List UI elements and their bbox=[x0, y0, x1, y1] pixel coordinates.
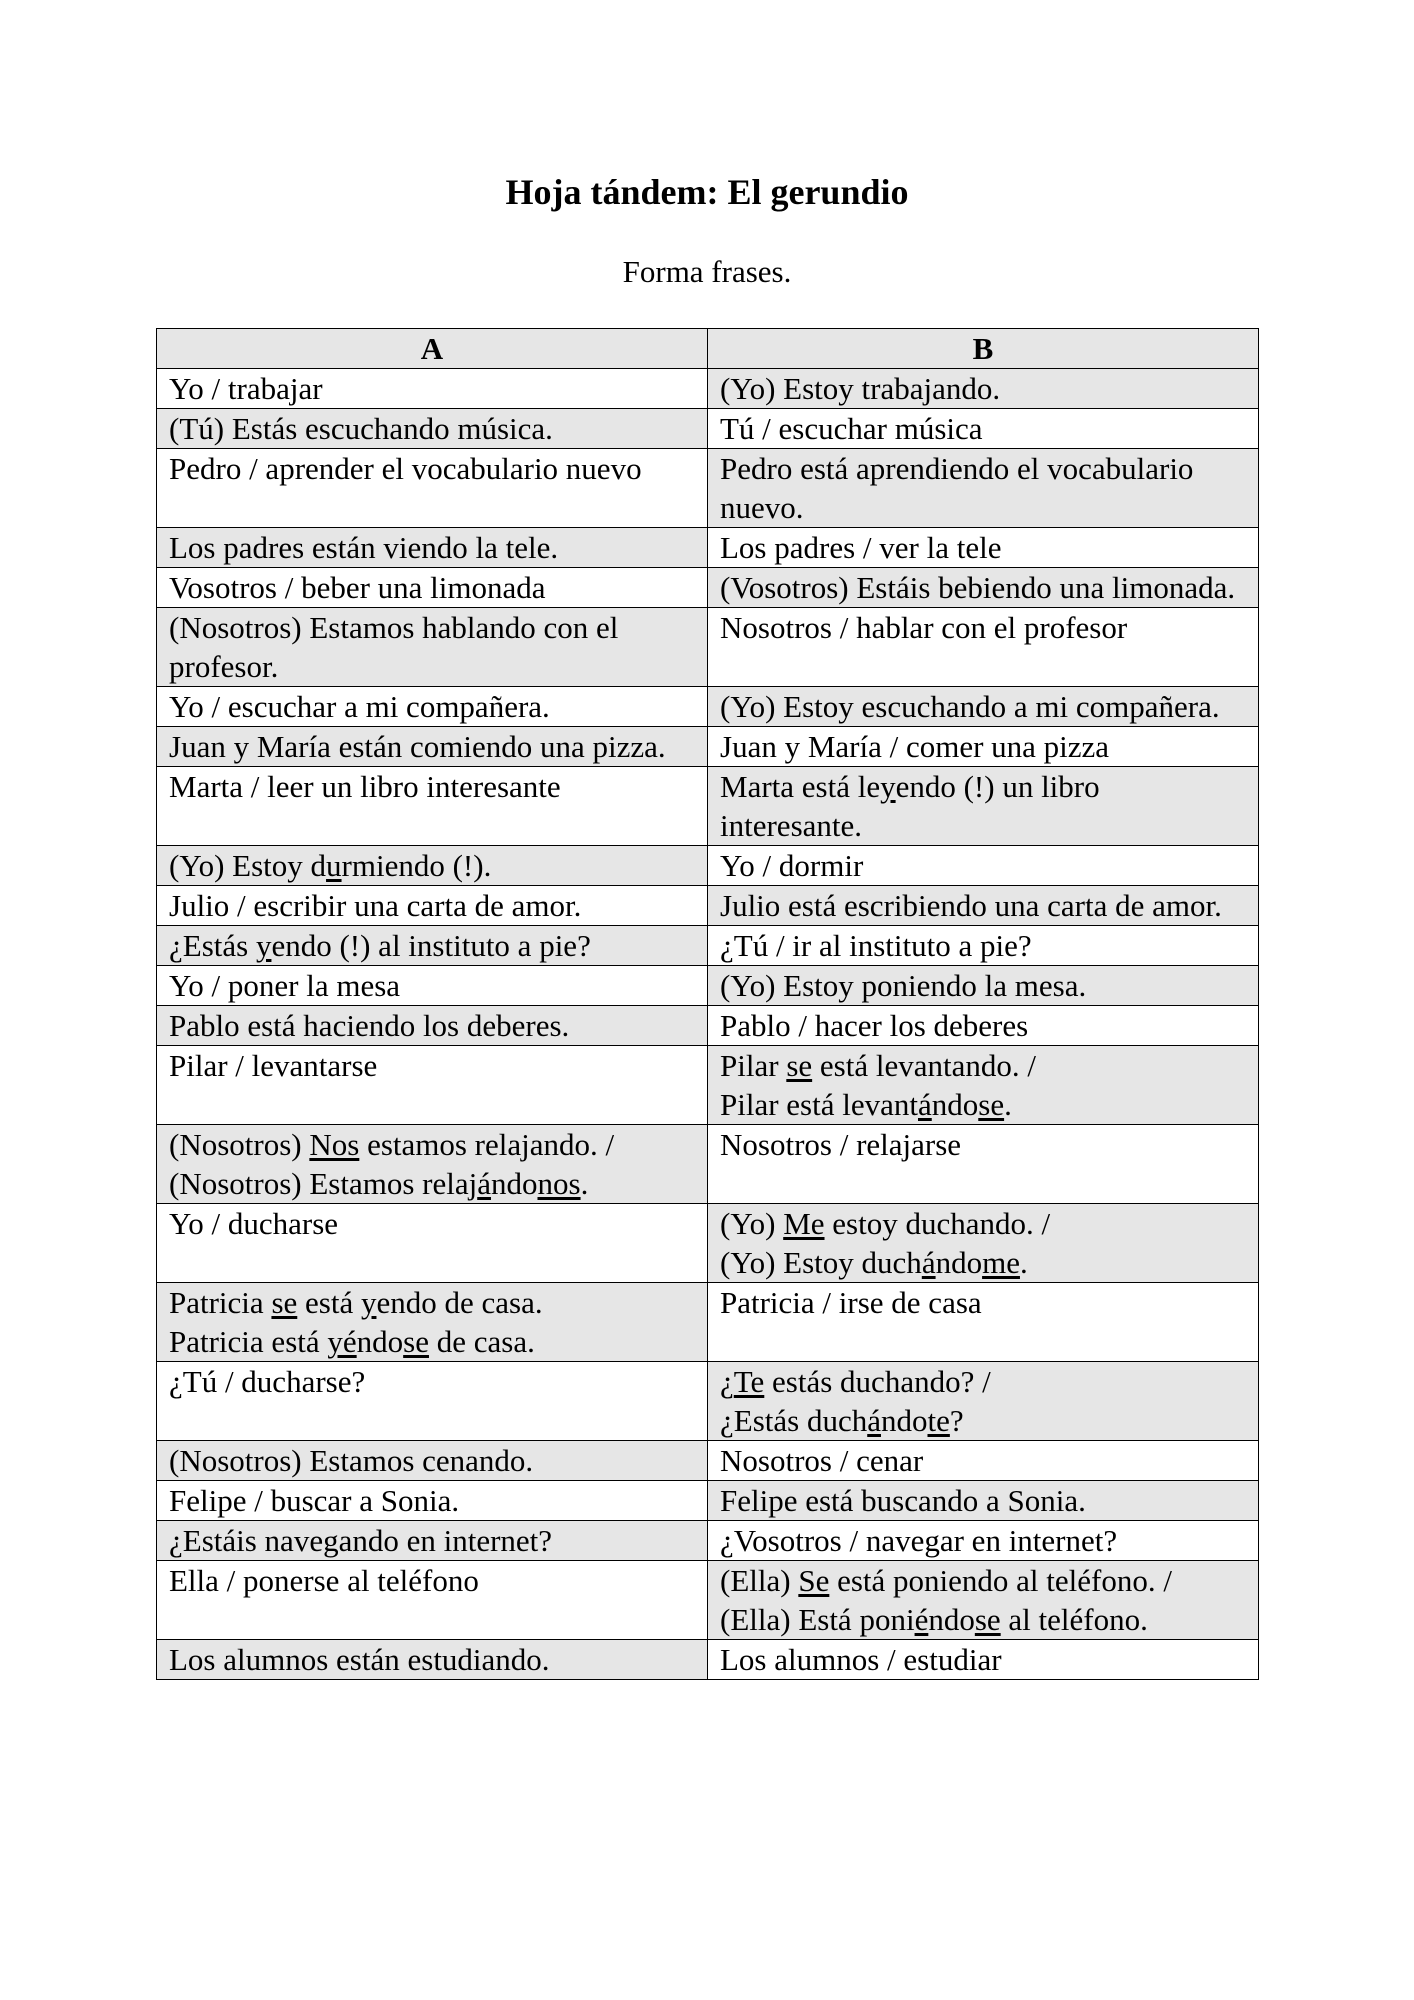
cell-a: Vosotros / beber una limonada bbox=[157, 568, 708, 608]
table-row bbox=[157, 608, 1259, 687]
cell-a: Pablo está haciendo los deberes. bbox=[157, 1006, 708, 1046]
cell-b: ¿Vosotros / navegar en internet? bbox=[708, 1521, 1259, 1561]
cell-b: ¿Te estás duchando? / ¿Estás duchándote? bbox=[708, 1362, 1259, 1441]
table-row bbox=[157, 1521, 1259, 1561]
table-row bbox=[157, 767, 1259, 846]
cell-b: (Vosotros) Estáis bebiendo una limonada. bbox=[708, 568, 1259, 608]
cell-a: Julio / escribir una carta de amor. bbox=[157, 886, 708, 926]
cell-b: (Yo) Estoy escuchando a mi compañera. bbox=[708, 687, 1259, 727]
cell-a: Yo / poner la mesa bbox=[157, 966, 708, 1006]
cell-b: Marta está leyendo (!) un libro interesante. bbox=[708, 767, 1259, 846]
cell-b: (Yo) Estoy trabajando. bbox=[708, 369, 1259, 409]
table-row bbox=[157, 1640, 1259, 1680]
underlined-segment: á bbox=[477, 1166, 491, 1201]
cell-b: Nosotros / relajarse bbox=[708, 1125, 1259, 1204]
underlined-segment: y bbox=[255, 928, 272, 963]
cell-a: (Yo) Estoy durmiendo (!). bbox=[157, 846, 708, 886]
table-row bbox=[157, 1561, 1259, 1640]
underlined-segment: se bbox=[978, 1087, 1005, 1122]
cell-b: (Yo) Estoy poniendo la mesa. bbox=[708, 966, 1259, 1006]
table-row bbox=[157, 568, 1259, 608]
table-row bbox=[157, 886, 1259, 926]
cell-b: Yo / dormir bbox=[708, 846, 1259, 886]
cell-b: Julio está escribiendo una carta de amor. bbox=[708, 886, 1259, 926]
cell-a: Pedro / aprender el vocabulario nuevo bbox=[157, 449, 708, 528]
table-row bbox=[157, 727, 1259, 767]
table-row bbox=[157, 1362, 1259, 1441]
table-row bbox=[157, 1283, 1259, 1362]
underlined-segment: y bbox=[880, 769, 896, 804]
cell-b: Nosotros / hablar con el profesor bbox=[708, 608, 1259, 687]
cell-b: (Yo) Me estoy duchando. / (Yo) Estoy duchándome. bbox=[708, 1204, 1259, 1283]
cell-a: Yo / ducharse bbox=[157, 1204, 708, 1283]
cell-b: Tú / escuchar música bbox=[708, 409, 1259, 449]
table-row bbox=[157, 846, 1259, 886]
table-row bbox=[157, 926, 1259, 966]
cell-b: (Ella) Se está poniendo al teléfono. / (Ella) Está poniéndose al teléfono. bbox=[708, 1561, 1259, 1640]
table-row bbox=[157, 966, 1259, 1006]
underlined-segment: se bbox=[786, 1048, 813, 1083]
underlined-segment: Se bbox=[798, 1563, 830, 1598]
cell-b: Felipe está buscando a Sonia. bbox=[708, 1481, 1259, 1521]
column-header-a: A bbox=[157, 329, 708, 369]
cell-a: Felipe / buscar a Sonia. bbox=[157, 1481, 708, 1521]
underlined-segment: yé bbox=[327, 1324, 357, 1359]
underlined-segment: y bbox=[360, 1285, 377, 1320]
cell-a: Ella / ponerse al teléfono bbox=[157, 1561, 708, 1640]
cell-a: ¿Tú / ducharse? bbox=[157, 1362, 708, 1441]
table-row bbox=[157, 1125, 1259, 1204]
table-row bbox=[157, 1046, 1259, 1125]
cell-b: Los alumnos / estudiar bbox=[708, 1640, 1259, 1680]
cell-b: Patricia / irse de casa bbox=[708, 1283, 1259, 1362]
cell-a: Juan y María están comiendo una pizza. bbox=[157, 727, 708, 767]
table-row bbox=[157, 1006, 1259, 1046]
underlined-segment: á bbox=[921, 1245, 936, 1280]
underlined-segment: Nos bbox=[309, 1127, 360, 1162]
column-header-b: B bbox=[708, 329, 1259, 369]
cell-b: Pablo / hacer los deberes bbox=[708, 1006, 1259, 1046]
table-header-row bbox=[157, 329, 1259, 369]
cell-a: (Nosotros) Nos estamos relajando. / (Nosotros) Estamos relajándonos. bbox=[157, 1125, 708, 1204]
underlined-segment: me bbox=[982, 1245, 1020, 1280]
underlined-segment: u bbox=[326, 848, 342, 883]
underlined-segment: nos bbox=[537, 1166, 581, 1201]
cell-a: (Nosotros) Estamos cenando. bbox=[157, 1441, 708, 1481]
cell-b: Nosotros / cenar bbox=[708, 1441, 1259, 1481]
underlined-segment: Te bbox=[733, 1364, 765, 1399]
underlined-segment: se bbox=[271, 1285, 298, 1320]
cell-a: Pilar / levantarse bbox=[157, 1046, 708, 1125]
cell-a: Los alumnos están estudiando. bbox=[157, 1640, 708, 1680]
cell-a: Patricia se está yendo de casa. Patricia está yéndose de casa. bbox=[157, 1283, 708, 1362]
cell-b: Los padres / ver la tele bbox=[708, 528, 1259, 568]
underlined-segment: se bbox=[403, 1324, 429, 1359]
underlined-segment: é bbox=[914, 1602, 929, 1637]
cell-a: (Tú) Estás escuchando música. bbox=[157, 409, 708, 449]
underlined-segment: á bbox=[867, 1403, 881, 1438]
table-row bbox=[157, 1481, 1259, 1521]
underlined-segment: te bbox=[927, 1403, 950, 1438]
cell-a: (Nosotros) Estamos hablando con el profesor. bbox=[157, 608, 708, 687]
cell-a: Yo / trabajar bbox=[157, 369, 708, 409]
cell-b: Juan y María / comer una pizza bbox=[708, 727, 1259, 767]
table-row bbox=[157, 1441, 1259, 1481]
tandem-table bbox=[156, 328, 1259, 1680]
cell-b: Pedro está aprendiendo el vocabulario nuevo. bbox=[708, 449, 1259, 528]
cell-a: ¿Estáis navegando en internet? bbox=[157, 1521, 708, 1561]
table-row bbox=[157, 687, 1259, 727]
cell-b: Pilar se está levantando. / Pilar está levantándose. bbox=[708, 1046, 1259, 1125]
underlined-segment: se bbox=[974, 1602, 1001, 1637]
cell-a: Marta / leer un libro interesante bbox=[157, 767, 708, 846]
table-row bbox=[157, 449, 1259, 528]
page-title: Hoja tándem: El gerundio bbox=[505, 172, 909, 212]
instruction: Forma frases. bbox=[622, 254, 792, 289]
cell-a: ¿Estás yendo (!) al instituto a pie? bbox=[157, 926, 708, 966]
table-row bbox=[157, 409, 1259, 449]
cell-a: Yo / escuchar a mi compañera. bbox=[157, 687, 708, 727]
cell-b: ¿Tú / ir al instituto a pie? bbox=[708, 926, 1259, 966]
underlined-segment: á bbox=[918, 1087, 932, 1122]
cell-a: Los padres están viendo la tele. bbox=[157, 528, 708, 568]
table-row bbox=[157, 528, 1259, 568]
underlined-segment: Me bbox=[783, 1206, 825, 1241]
table-row bbox=[157, 1204, 1259, 1283]
table-row bbox=[157, 369, 1259, 409]
